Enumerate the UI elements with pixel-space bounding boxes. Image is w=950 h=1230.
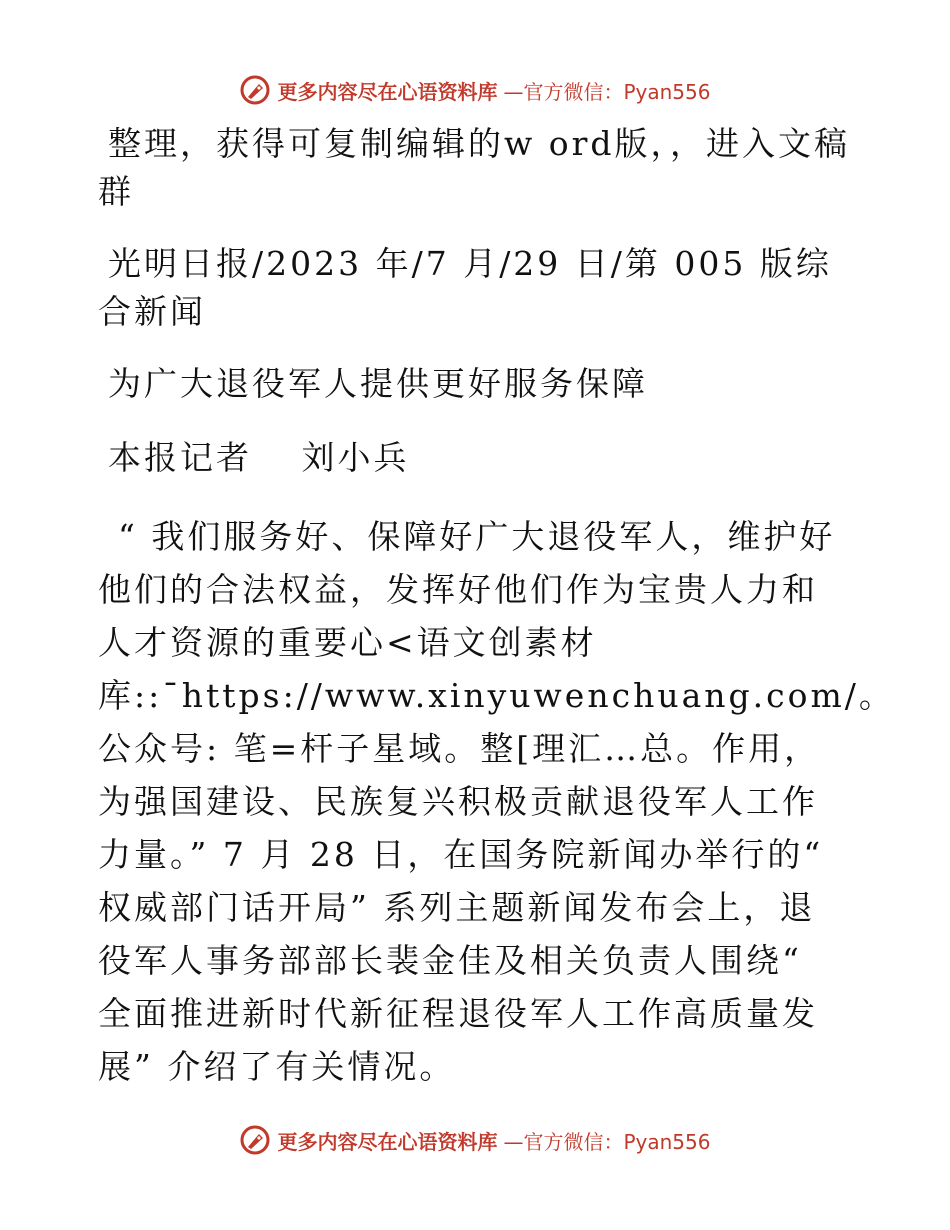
pen-nib-logo-icon	[239, 1124, 271, 1156]
footer-brand-text: 更多内容尽在心语资料库	[277, 1129, 498, 1154]
header-brand-text: 更多内容尽在心语资料库	[277, 79, 498, 104]
header-banner	[0, 70, 950, 110]
article-source: 光明日报/2023 年/7 月/29 日/第 005 版综合新闻	[98, 244, 832, 331]
header-wechat-text: —官方微信：Pyan556	[503, 79, 711, 104]
article-content	[98, 120, 895, 1093]
article-intro: 整理，获得可复制编辑的w ord版，，进入文稿群	[98, 124, 851, 211]
article-body: “ 我们服务好、保障好广大退役军人，维护好他们的合法权益，发挥好他们作为宝贵人力和人才资源的重要心<语文创素材库::¯https://www.xinyuwenchuang.com/。公众号: 笔=杆子星域。整[理汇…总。作用，为强国建设、民族复兴积极贡献退役军人工作力量。” 7 月 28 日，在国务院新闻办举行的“ 权威部门话开局” 系列主题新闻发布会上，退役军人事务部部长裴金佳及相关负责人围绕“ 全面推进新时代新征程退役军人工作高质量发展” 介绍了有关情况。	[98, 517, 895, 1086]
article-author: 本报记者 刘小兵	[108, 438, 410, 477]
footer-banner	[0, 1120, 950, 1160]
footer-wechat-text: —官方微信：Pyan556	[503, 1129, 711, 1154]
pen-nib-logo-icon	[239, 74, 271, 106]
article-title: 为广大退役军人提供更好服务保障	[108, 364, 648, 403]
